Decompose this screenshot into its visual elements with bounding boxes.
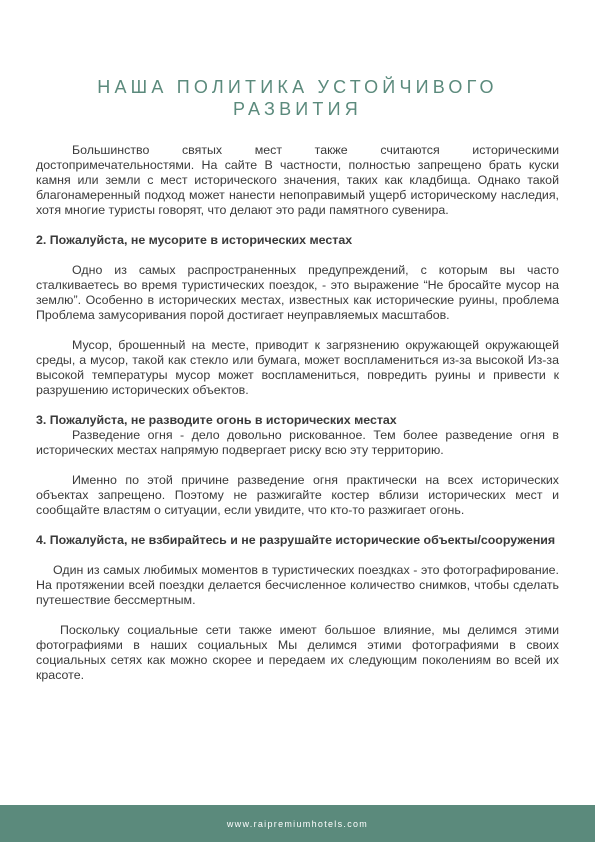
section-litter-paragraph-2: Мусор, брошенный на месте, приводит к загрязнению окружающей окружающей среды, а мусор, такой как стекло или бумага, может воспламениться из-за высокой Из-за высокой температуры мусор может воспламениться, повредить руины и привести к разрушению исторических объектов. xyxy=(36,338,559,397)
section-climbing-paragraph-2: Поскольку социальные сети также имеют большое влияние, мы делимся этими фотографиями в наших социальных Мы делимся этими фотографиями в своих социальных сетях как можно скорее и передаем их следующим поколениям во всей их красоте. xyxy=(36,623,559,682)
section-heading-litter: 2. Пожалуйста, не мусорите в исторических местах xyxy=(36,233,353,247)
page-title xyxy=(0,76,595,120)
section-heading-fire: 3. Пожалуйста, не разводите огонь в исторических местах xyxy=(36,413,397,427)
footer-website-link[interactable]: www.raipremiumhotels.com xyxy=(226,819,369,829)
section-climbing-paragraph-1: Один из самых любимых моментов в туристических поездках - это фотографирование. На протяжении всей поездки делается бесчисленное количество снимков, чтобы сделать путешествие бессмертным. xyxy=(36,563,559,607)
section-litter-paragraph-1: Одно из самых распространенных предупреждений, с которым вы часто сталкиваетесь во время туристических поездок, - это выражение “Не бросайте мусор на землю”. Особенно в исторических местах, известных как исторические руины, проблема Проблема замусоривания порой достигает неуправляемых масштабов. xyxy=(36,263,559,322)
page-title-line-2: РАЗВИТИЯ xyxy=(233,99,362,119)
footer-bar xyxy=(0,805,595,842)
section-fire-paragraph-2: Именно по этой причине разведение огня практически на всех исторических объектах запрещено. Поэтому не разжигайте костер вблизи исторических мест и сообщайте властям о ситуации, если увидите, что кто-то разжигает огонь. xyxy=(36,473,559,517)
section-heading-climbing: 4. Пожалуйста, не взбирайтесь и не разрушайте исторические объекты/сооружения xyxy=(36,533,556,547)
intro-paragraph: Большинство святых мест также считаются историческими достопримечательностями. На сайте В частности, полностью запрещено брать куски камня или земли с мест исторического значения, таких как кладбища. Однако такой благонамеренный подход может нанести непоправимый ущерб историческому наследия, хотя многие туристы говорят, что делают это ради памятного сувенира. xyxy=(36,143,559,217)
document-body xyxy=(36,143,559,683)
page-title-line-1: НАША ПОЛИТИКА УСТОЙЧИВОГО xyxy=(97,77,498,97)
section-fire-paragraph-1: Разведение огня - дело довольно рискованное. Тем более разведение огня в исторических местах напрямую подвергает риску всю эту территорию. xyxy=(36,428,559,457)
